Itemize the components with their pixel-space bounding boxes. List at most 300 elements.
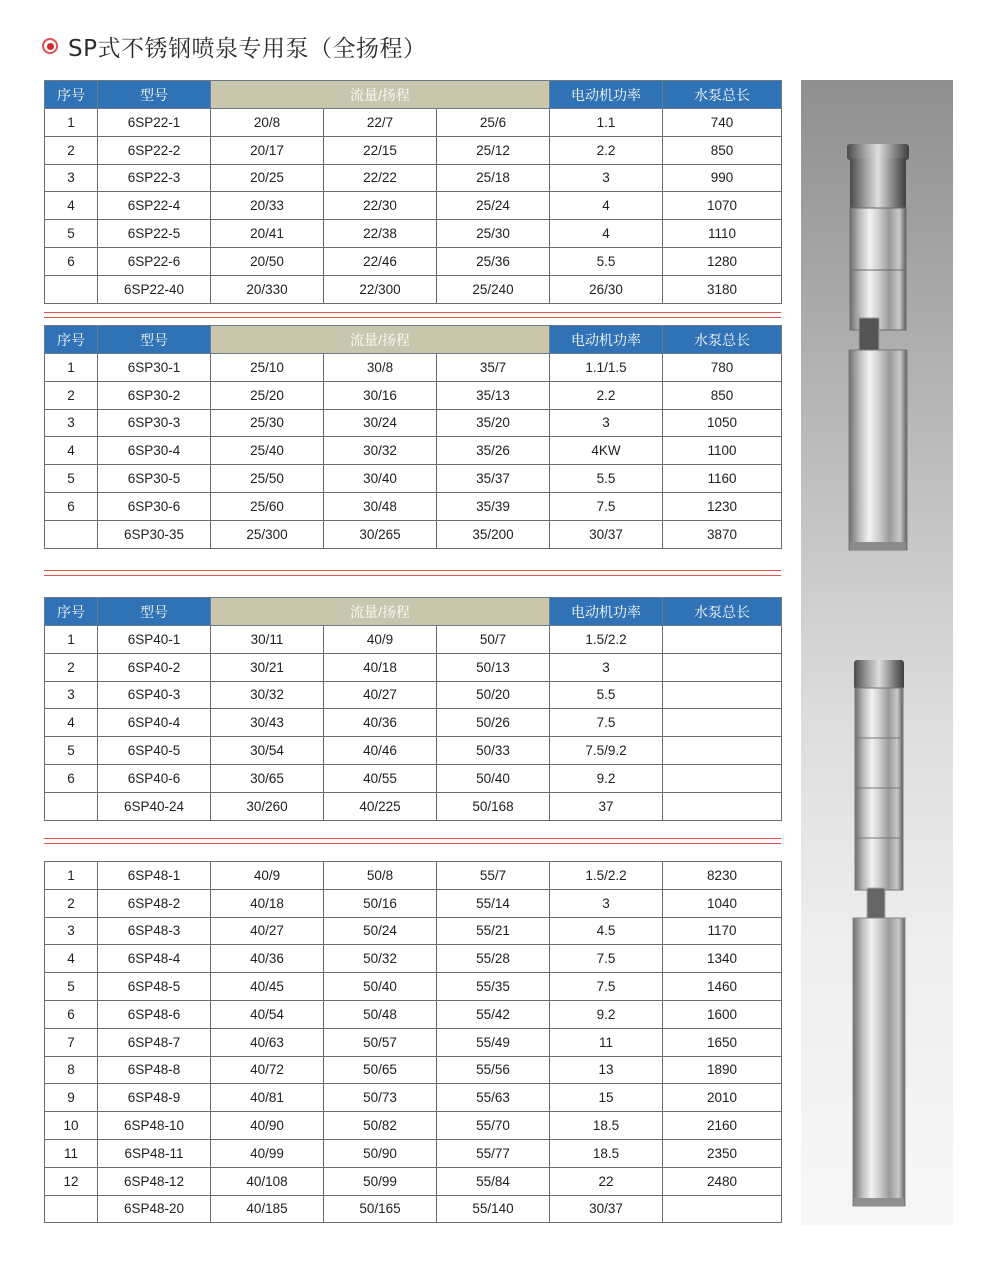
table-row <box>45 653 782 681</box>
table-cell: 5 <box>45 737 98 765</box>
table-header-row <box>45 326 782 354</box>
table-cell: 2 <box>45 381 98 409</box>
table-cell: 6SP22-3 <box>98 164 211 192</box>
table-cell: 3 <box>45 409 98 437</box>
table-cell: 1 <box>45 109 98 137</box>
table-cell: 50/32 <box>324 945 437 973</box>
table-cell: 4.5 <box>550 917 663 945</box>
table-cell: 1070 <box>663 192 782 220</box>
table-row <box>45 381 782 409</box>
table-cell: 12 <box>45 1167 98 1195</box>
table-row <box>45 792 782 820</box>
table-cell: 30/24 <box>324 409 437 437</box>
table-cell: 1600 <box>663 1000 782 1028</box>
table-cell: 50/24 <box>324 917 437 945</box>
table-header-row <box>45 81 782 109</box>
table-row <box>45 192 782 220</box>
table-cell: 6SP40-6 <box>98 764 211 792</box>
table-cell: 6SP30-2 <box>98 381 211 409</box>
table-cell: 40/55 <box>324 764 437 792</box>
table-cell: 25/18 <box>437 164 550 192</box>
table-cell: 1 <box>45 862 98 890</box>
table-cell: 2350 <box>663 1139 782 1167</box>
table-cell: 3 <box>45 917 98 945</box>
table-row <box>45 1056 782 1084</box>
table-cell: 1460 <box>663 973 782 1001</box>
table-cell: 30/37 <box>550 520 663 548</box>
table-cell: 30/54 <box>211 737 324 765</box>
table-cell: 50/73 <box>324 1084 437 1112</box>
header-flow-head: 流量/扬程 <box>211 598 550 626</box>
table-cell: 50/20 <box>437 681 550 709</box>
table-cell: 6SP22-1 <box>98 109 211 137</box>
table-cell: 6SP48-9 <box>98 1084 211 1112</box>
table-cell: 1110 <box>663 220 782 248</box>
header-length: 水泵总长 <box>663 81 782 109</box>
table-cell: 25/24 <box>437 192 550 220</box>
table-cell: 3 <box>45 164 98 192</box>
table-cell: 6SP48-1 <box>98 862 211 890</box>
table-cell: 6SP48-4 <box>98 945 211 973</box>
table-body <box>45 862 782 1223</box>
table-cell: 40/18 <box>211 889 324 917</box>
table-row <box>45 626 782 654</box>
table-cell: 7.5 <box>550 492 663 520</box>
table-cell: 850 <box>663 381 782 409</box>
table-row <box>45 109 782 137</box>
table-cell: 55/7 <box>437 862 550 890</box>
table-cell: 6SP30-1 <box>98 354 211 382</box>
pump-2-illustration <box>853 660 905 1206</box>
table-cell: 2 <box>45 136 98 164</box>
table-row <box>45 1028 782 1056</box>
header-length: 水泵总长 <box>663 598 782 626</box>
table-cell: 50/48 <box>324 1000 437 1028</box>
table-cell: 3180 <box>663 275 782 303</box>
table-cell: 35/13 <box>437 381 550 409</box>
table-cell: 20/8 <box>211 109 324 137</box>
table-row <box>45 492 782 520</box>
table-cell: 30/16 <box>324 381 437 409</box>
table-cell: 13 <box>550 1056 663 1084</box>
table-row <box>45 164 782 192</box>
table-cell: 18.5 <box>550 1112 663 1140</box>
table-cell: 50/57 <box>324 1028 437 1056</box>
table-cell: 7.5 <box>550 945 663 973</box>
table-cell: 55/84 <box>437 1167 550 1195</box>
table-cell: 25/240 <box>437 275 550 303</box>
table-cell: 22/22 <box>324 164 437 192</box>
table-cell: 55/35 <box>437 973 550 1001</box>
table-cell: 4 <box>45 945 98 973</box>
table-cell: 20/17 <box>211 136 324 164</box>
table-cell: 2 <box>45 653 98 681</box>
table-cell: 40/45 <box>211 973 324 1001</box>
table-cell: 40/36 <box>211 945 324 973</box>
table-cell: 30/48 <box>324 492 437 520</box>
table-row <box>45 917 782 945</box>
table-cell: 15 <box>550 1084 663 1112</box>
table-cell: 6SP48-3 <box>98 917 211 945</box>
table-cell: 9.2 <box>550 1000 663 1028</box>
table-header-row <box>45 598 782 626</box>
table-cell: 22/7 <box>324 109 437 137</box>
table-cell <box>663 792 782 820</box>
table-cell: 20/25 <box>211 164 324 192</box>
table-cell: 22/38 <box>324 220 437 248</box>
table-row <box>45 437 782 465</box>
table-cell: 2010 <box>663 1084 782 1112</box>
table-cell: 2.2 <box>550 381 663 409</box>
table-cell: 40/72 <box>211 1056 324 1084</box>
table-cell: 30/21 <box>211 653 324 681</box>
table-row <box>45 220 782 248</box>
table-row <box>45 681 782 709</box>
page-title <box>42 30 426 62</box>
table-row <box>45 136 782 164</box>
section-divider <box>44 312 781 318</box>
section-divider <box>44 570 781 576</box>
header-no: 序号 <box>45 81 98 109</box>
table-cell: 9.2 <box>550 764 663 792</box>
table-cell: 1170 <box>663 917 782 945</box>
table-cell: 6 <box>45 764 98 792</box>
header-power: 电动机功率 <box>550 598 663 626</box>
table-cell: 11 <box>550 1028 663 1056</box>
table-cell: 35/37 <box>437 465 550 493</box>
table-cell: 40/90 <box>211 1112 324 1140</box>
spec-table-6sp48 <box>44 861 782 1223</box>
table-cell: 1.5/2.2 <box>550 626 663 654</box>
table-cell: 1.1 <box>550 109 663 137</box>
table-cell: 40/27 <box>324 681 437 709</box>
table-cell: 30/11 <box>211 626 324 654</box>
table-row <box>45 764 782 792</box>
table-cell: 5.5 <box>550 465 663 493</box>
table-cell: 25/30 <box>211 409 324 437</box>
table-cell: 1 <box>45 354 98 382</box>
table-cell <box>663 681 782 709</box>
table-cell: 6SP48-10 <box>98 1112 211 1140</box>
table-cell: 40/46 <box>324 737 437 765</box>
table-cell: 4 <box>550 192 663 220</box>
table-cell: 25/36 <box>437 247 550 275</box>
table-cell: 780 <box>663 354 782 382</box>
header-power: 电动机功率 <box>550 326 663 354</box>
table-cell: 6 <box>45 492 98 520</box>
table-cell: 22/15 <box>324 136 437 164</box>
table-cell: 50/82 <box>324 1112 437 1140</box>
table-cell: 50/90 <box>324 1139 437 1167</box>
table-cell: 6SP48-11 <box>98 1139 211 1167</box>
table-cell: 40/18 <box>324 653 437 681</box>
header-flow-head: 流量/扬程 <box>211 326 550 354</box>
header-power: 电动机功率 <box>550 81 663 109</box>
table-cell: 50/65 <box>324 1056 437 1084</box>
table-cell: 6 <box>45 1000 98 1028</box>
table-cell <box>45 275 98 303</box>
table-cell: 50/7 <box>437 626 550 654</box>
table-cell: 40/9 <box>211 862 324 890</box>
table-cell: 6SP30-35 <box>98 520 211 548</box>
table-cell: 990 <box>663 164 782 192</box>
table-cell: 1650 <box>663 1028 782 1056</box>
table-cell: 20/41 <box>211 220 324 248</box>
table-cell: 25/10 <box>211 354 324 382</box>
table-row <box>45 1084 782 1112</box>
spec-table-6sp22 <box>44 80 782 304</box>
table-cell: 40/63 <box>211 1028 324 1056</box>
header-length: 水泵总长 <box>663 326 782 354</box>
table-cell: 1340 <box>663 945 782 973</box>
table-cell: 1280 <box>663 247 782 275</box>
table-cell: 6SP48-12 <box>98 1167 211 1195</box>
table-cell: 50/16 <box>324 889 437 917</box>
table-cell: 1 <box>45 626 98 654</box>
spec-table-6sp30 <box>44 325 782 549</box>
table-cell: 22/46 <box>324 247 437 275</box>
table-cell: 8 <box>45 1056 98 1084</box>
table-cell: 25/300 <box>211 520 324 548</box>
header-model: 型号 <box>98 326 211 354</box>
table-cell: 2480 <box>663 1167 782 1195</box>
table-cell: 4 <box>45 709 98 737</box>
table-cell: 20/33 <box>211 192 324 220</box>
table-cell <box>663 764 782 792</box>
table-cell: 6SP48-7 <box>98 1028 211 1056</box>
table-cell: 30/32 <box>211 681 324 709</box>
table-cell: 40/81 <box>211 1084 324 1112</box>
table-cell: 5.5 <box>550 681 663 709</box>
header-no: 序号 <box>45 598 98 626</box>
table-cell: 22 <box>550 1167 663 1195</box>
table-row <box>45 1195 782 1223</box>
table-cell: 50/33 <box>437 737 550 765</box>
table-cell: 1040 <box>663 889 782 917</box>
table-cell: 4 <box>45 437 98 465</box>
table-cell: 55/21 <box>437 917 550 945</box>
table-body <box>45 354 782 549</box>
table-cell: 40/108 <box>211 1167 324 1195</box>
table-cell: 22/30 <box>324 192 437 220</box>
table-cell: 25/6 <box>437 109 550 137</box>
table-cell: 5 <box>45 220 98 248</box>
table-cell: 7.5 <box>550 709 663 737</box>
table-cell: 30/32 <box>324 437 437 465</box>
table-cell: 10 <box>45 1112 98 1140</box>
table-cell: 30/265 <box>324 520 437 548</box>
table-row <box>45 973 782 1001</box>
table-cell: 6SP48-5 <box>98 973 211 1001</box>
table-cell: 6SP40-1 <box>98 626 211 654</box>
table-cell: 4 <box>550 220 663 248</box>
table-cell: 30/37 <box>550 1195 663 1223</box>
table-cell: 2.2 <box>550 136 663 164</box>
table-cell: 2160 <box>663 1112 782 1140</box>
table-cell: 740 <box>663 109 782 137</box>
table-cell: 7.5 <box>550 973 663 1001</box>
table-cell: 2 <box>45 889 98 917</box>
table-cell: 55/42 <box>437 1000 550 1028</box>
table-row <box>45 862 782 890</box>
header-no: 序号 <box>45 326 98 354</box>
table-cell: 55/70 <box>437 1112 550 1140</box>
table-cell: 55/28 <box>437 945 550 973</box>
table-cell: 30/8 <box>324 354 437 382</box>
table-cell: 5 <box>45 465 98 493</box>
table-row <box>45 737 782 765</box>
table-cell: 3 <box>550 889 663 917</box>
table-cell: 6SP40-5 <box>98 737 211 765</box>
table-cell: 35/20 <box>437 409 550 437</box>
table-cell: 50/40 <box>324 973 437 1001</box>
table-cell: 25/60 <box>211 492 324 520</box>
table-cell: 1100 <box>663 437 782 465</box>
table-cell: 40/27 <box>211 917 324 945</box>
table-cell: 55/77 <box>437 1139 550 1167</box>
table-cell: 1.1/1.5 <box>550 354 663 382</box>
table-cell: 30/65 <box>211 764 324 792</box>
table-row <box>45 409 782 437</box>
table-row <box>45 709 782 737</box>
table-cell: 20/330 <box>211 275 324 303</box>
header-model: 型号 <box>98 81 211 109</box>
table-cell: 6SP48-8 <box>98 1056 211 1084</box>
table-cell: 55/56 <box>437 1056 550 1084</box>
table-row <box>45 889 782 917</box>
table-cell: 30/40 <box>324 465 437 493</box>
table-cell: 3 <box>550 409 663 437</box>
table-cell: 7.5/9.2 <box>550 737 663 765</box>
table-cell: 8230 <box>663 862 782 890</box>
table-cell: 50/165 <box>324 1195 437 1223</box>
table-cell: 850 <box>663 136 782 164</box>
table-cell: 4 <box>45 192 98 220</box>
table-cell: 1.5/2.2 <box>550 862 663 890</box>
table-cell: 40/54 <box>211 1000 324 1028</box>
table-cell: 20/50 <box>211 247 324 275</box>
table-cell: 25/30 <box>437 220 550 248</box>
table-cell: 35/39 <box>437 492 550 520</box>
table-cell: 7 <box>45 1028 98 1056</box>
table-cell <box>663 1195 782 1223</box>
table-row <box>45 465 782 493</box>
table-cell: 55/14 <box>437 889 550 917</box>
table-cell: 6SP22-5 <box>98 220 211 248</box>
header-flow-head: 流量/扬程 <box>211 81 550 109</box>
section-divider <box>44 838 781 844</box>
table-cell: 6SP48-20 <box>98 1195 211 1223</box>
table-cell <box>45 1195 98 1223</box>
table-cell: 3 <box>550 653 663 681</box>
table-cell: 35/7 <box>437 354 550 382</box>
table-cell: 25/50 <box>211 465 324 493</box>
table-cell: 1050 <box>663 409 782 437</box>
table-row <box>45 247 782 275</box>
table-cell: 25/20 <box>211 381 324 409</box>
table-cell: 40/225 <box>324 792 437 820</box>
table-cell: 6SP22-4 <box>98 192 211 220</box>
table-cell: 40/185 <box>211 1195 324 1223</box>
table-cell <box>663 653 782 681</box>
table-cell: 6SP40-24 <box>98 792 211 820</box>
table-cell: 9 <box>45 1084 98 1112</box>
header-model: 型号 <box>98 598 211 626</box>
table-row <box>45 1112 782 1140</box>
table-cell: 6SP40-2 <box>98 653 211 681</box>
table-cell: 50/40 <box>437 764 550 792</box>
table-cell: 6SP30-4 <box>98 437 211 465</box>
table-cell: 50/8 <box>324 862 437 890</box>
bullet-icon <box>42 38 58 54</box>
table-row <box>45 354 782 382</box>
table-cell: 37 <box>550 792 663 820</box>
table-cell: 6 <box>45 247 98 275</box>
table-body <box>45 626 782 821</box>
table-cell: 6SP22-6 <box>98 247 211 275</box>
table-cell: 6SP30-5 <box>98 465 211 493</box>
table-cell: 50/13 <box>437 653 550 681</box>
table-cell: 3870 <box>663 520 782 548</box>
table-cell: 55/49 <box>437 1028 550 1056</box>
table-cell: 6SP30-3 <box>98 409 211 437</box>
table-cell: 50/168 <box>437 792 550 820</box>
pump-1-illustration <box>847 144 909 550</box>
table-cell: 6SP22-40 <box>98 275 211 303</box>
table-cell: 3 <box>45 681 98 709</box>
table-cell: 40/9 <box>324 626 437 654</box>
table-cell: 22/300 <box>324 275 437 303</box>
table-cell <box>663 737 782 765</box>
table-cell: 1160 <box>663 465 782 493</box>
table-row <box>45 1000 782 1028</box>
table-cell: 35/200 <box>437 520 550 548</box>
table-row <box>45 945 782 973</box>
table-cell <box>45 520 98 548</box>
table-cell: 55/140 <box>437 1195 550 1223</box>
table-cell: 30/260 <box>211 792 324 820</box>
spec-table-6sp40 <box>44 597 782 821</box>
table-cell: 50/99 <box>324 1167 437 1195</box>
table-row <box>45 275 782 303</box>
table-cell: 5.5 <box>550 247 663 275</box>
table-row <box>45 1139 782 1167</box>
table-cell: 6SP30-6 <box>98 492 211 520</box>
table-cell <box>663 626 782 654</box>
table-cell: 4KW <box>550 437 663 465</box>
table-cell: 6SP48-6 <box>98 1000 211 1028</box>
table-body <box>45 109 782 304</box>
table-cell: 6SP22-2 <box>98 136 211 164</box>
table-cell: 26/30 <box>550 275 663 303</box>
table-cell <box>45 792 98 820</box>
table-cell: 25/12 <box>437 136 550 164</box>
table-cell: 30/43 <box>211 709 324 737</box>
table-cell: 50/26 <box>437 709 550 737</box>
product-photo-panel <box>801 80 953 1225</box>
table-cell <box>663 709 782 737</box>
table-cell: 35/26 <box>437 437 550 465</box>
pump-image <box>801 80 953 1225</box>
table-cell: 18.5 <box>550 1139 663 1167</box>
table-cell: 6SP40-4 <box>98 709 211 737</box>
table-cell: 40/99 <box>211 1139 324 1167</box>
table-row <box>45 1167 782 1195</box>
table-cell: 6SP48-2 <box>98 889 211 917</box>
table-cell: 1890 <box>663 1056 782 1084</box>
table-cell: 40/36 <box>324 709 437 737</box>
page-title-text: SP式不锈钢喷泉专用泵（全扬程） <box>68 35 427 62</box>
